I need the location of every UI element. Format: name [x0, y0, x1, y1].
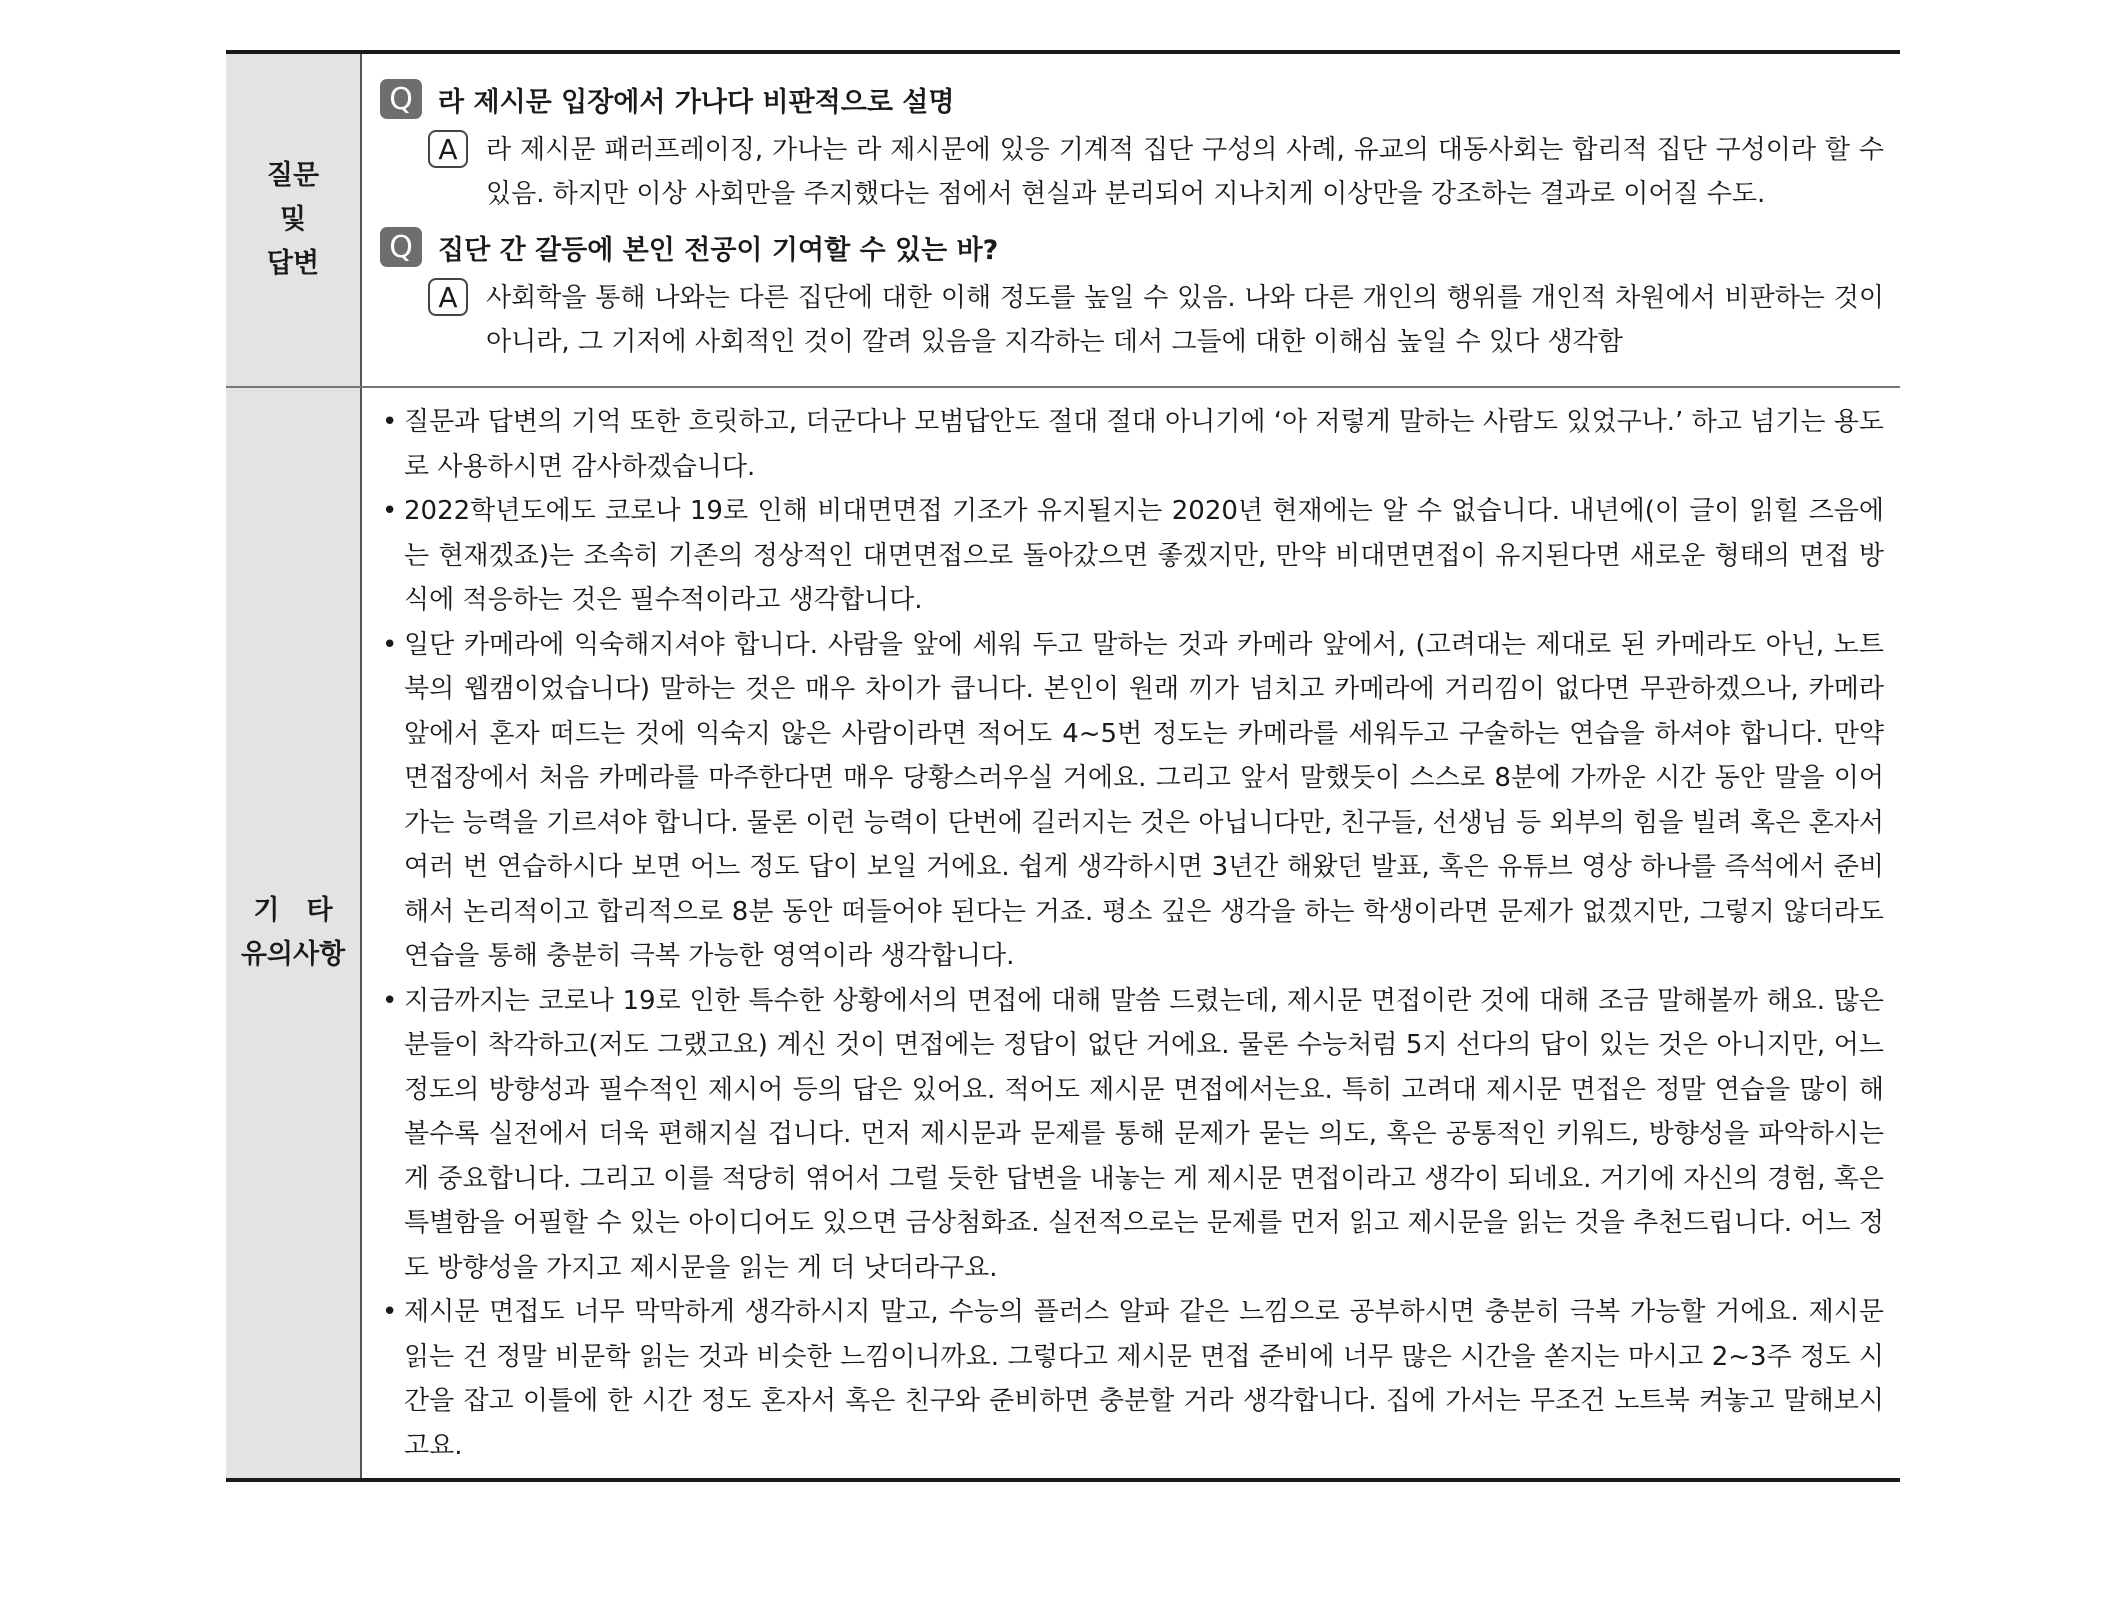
list-item: • 일단 카메라에 익숙해지셔야 합니다. 사람을 앞에 세워 두고 말하는 것과 카메라 앞에서, (고려대는 제대로 된 카메라도 아닌, 노트북의 웹캠이었습니다) 말하는 것은 매우 차이가 큽니다. 본인이 원래 끼가 넘치고 카메라에 거리낌이 없다면 무관하겠으나, 카메라 앞에서 혼자 떠드는 것에 익숙지 않은 사람이라면 적어도 4~5번 정도는 카메라를 세워두고 구술하는 연습을 하셔야 합니다. 만약 면접장에서 처음 카메라를 마주한다면 매우 당황스러우실 거에요. 그리고 앞서 말했듯이 스스로 8분에 가까운 시간 동안 말을 이어가는 능력을 기르셔야 합니다. 물론 이런 능력이 단번에 길러지는 것은 아닙니다만, 친구들, 선생님 등 외부의 힘을 빌려 혹은 혼자서 여러 번 연습하시다 보면 어느 정도 답이 보일 거에요. 쉽게 생각하시면 3년간 해왔던 발표, 혹은 유튜브 영상 하나를 즉석에서 준비해서 논리적이고 합리적으로 8분 동안 떠들어야 된다는 거죠. 평소 깊은 생각을 하는 학생이라면 문제가 없겠지만, 그렇지 않더라도 연습을 통해 충분히 극복 가능한 영역이라 생각합니다.	[380, 623, 1884, 979]
question-text: 라 제시문 입장에서 가나다 비판적으로 설명	[438, 86, 955, 118]
answer-2	[428, 276, 1884, 364]
answer-text: 사회학을 통해 나와는 다른 집단에 대한 이해 정도를 높일 수 있음. 나와 다른 개인의 행위를 개인적 차원에서 비판하는 것이 아니라, 그 기저에 사회적인 것이 깔려 있음을 지각하는 데서 그들에 대한 이해심 높일 수 있다 생각함	[486, 283, 1884, 357]
notes-section-label	[226, 387, 361, 1480]
question-2	[380, 224, 1884, 270]
question-1	[380, 76, 1884, 122]
question-badge-icon: Q	[380, 79, 422, 119]
notes-content	[361, 387, 1900, 1480]
label-line: 답변	[266, 248, 320, 279]
interview-review-table	[226, 50, 1900, 1482]
list-item: • 질문과 답변의 기억 또한 흐릿하고, 더군다나 모범답안도 절대 절대 아니기에 ‘아 저렇게 말하는 사람도 있었구나.’ 하고 넘기는 용도로 사용하시면 감사하겠습니다.	[380, 400, 1884, 489]
qa-content	[361, 52, 1900, 387]
notes-list	[380, 400, 1884, 1468]
notes-row	[226, 387, 1900, 1480]
list-item: • 제시문 면접도 너무 막막하게 생각하시지 말고, 수능의 플러스 알파 같은 느낌으로 공부하시면 충분히 극복 가능할 거에요. 제시문 읽는 건 정말 비문학 읽는 것과 비슷한 느낌이니까요. 그렇다고 제시문 면접 준비에 너무 많은 시간을 쏟지는 마시고 2~3주 정도 시간을 잡고 이틀에 한 시간 정도 혼자서 혹은 친구와 준비하면 충분할 거라 생각합니다. 집에 가서는 무조건 노트북 켜놓고 말해보시고요.	[380, 1290, 1884, 1468]
label-line: 유의사항	[240, 939, 346, 970]
list-item: • 2022학년도에도 코로나 19로 인해 비대면면접 기조가 유지될지는 2020년 현재에는 알 수 없습니다. 내년에(이 글이 읽힐 즈음에는 현재겠죠)는 조속히 기존의 정상적인 대면면접으로 돌아갔으면 좋겠지만, 만약 비대면면접이 유지된다면 새로운 형태의 면접 방식에 적응하는 것은 필수적이라고 생각합니다.	[380, 489, 1884, 623]
label-line: 및	[279, 204, 307, 235]
list-item: • 지금까지는 코로나 19로 인한 특수한 상황에서의 면접에 대해 말씀 드렸는데, 제시문 면접이란 것에 대해 조금 말해볼까 해요. 많은 분들이 착각하고(저도 그랬고요) 계신 것이 면접에는 정답이 없단 거에요. 물론 수능처럼 5지 선다의 답이 있는 것은 아니지만, 어느 정도의 방향성과 필수적인 제시어 등의 답은 있어요. 적어도 제시문 면접에서는요. 특히 고려대 제시문 면접은 정말 연습을 많이 해볼수록 실전에서 더욱 편해지실 겁니다. 먼저 제시문과 문제를 통해 문제가 묻는 의도, 혹은 공통적인 키워드, 방향성을 파악하시는 게 중요합니다. 그리고 이를 적당히 엮어서 그럴 듯한 답변을 내놓는 게 제시문 면접이라고 생각이 되네요. 거기에 자신의 경험, 혹은 특별함을 어필할 수 있는 아이디어도 있으면 금상첨화죠. 실전적으로는 문제를 먼저 읽고 제시문을 읽는 것을 추천드립니다. 어느 정도 방향성을 가지고 제시문을 읽는 게 더 낫더라구요.	[380, 979, 1884, 1291]
qa-row	[226, 52, 1900, 387]
label-line: 기 타	[253, 895, 333, 926]
label-line: 질문	[266, 160, 320, 191]
question-text: 집단 간 갈등에 본인 전공이 기여할 수 있는 바?	[438, 234, 999, 266]
answer-badge-icon: A	[428, 278, 468, 316]
answer-1	[428, 128, 1884, 216]
answer-text: 라 제시문 패러프레이징, 가나는 라 제시문에 있응 기계적 집단 구성의 사례, 유교의 대동사회는 합리적 집단 구성이라 할 수 있음. 하지만 이상 사회만을 주지했다는 점에서 현실과 분리되어 지나치게 이상만을 강조하는 결과로 이어질 수도.	[486, 135, 1884, 209]
answer-badge-icon: A	[428, 130, 468, 168]
qa-section-label	[226, 52, 361, 387]
question-badge-icon: Q	[380, 227, 422, 267]
